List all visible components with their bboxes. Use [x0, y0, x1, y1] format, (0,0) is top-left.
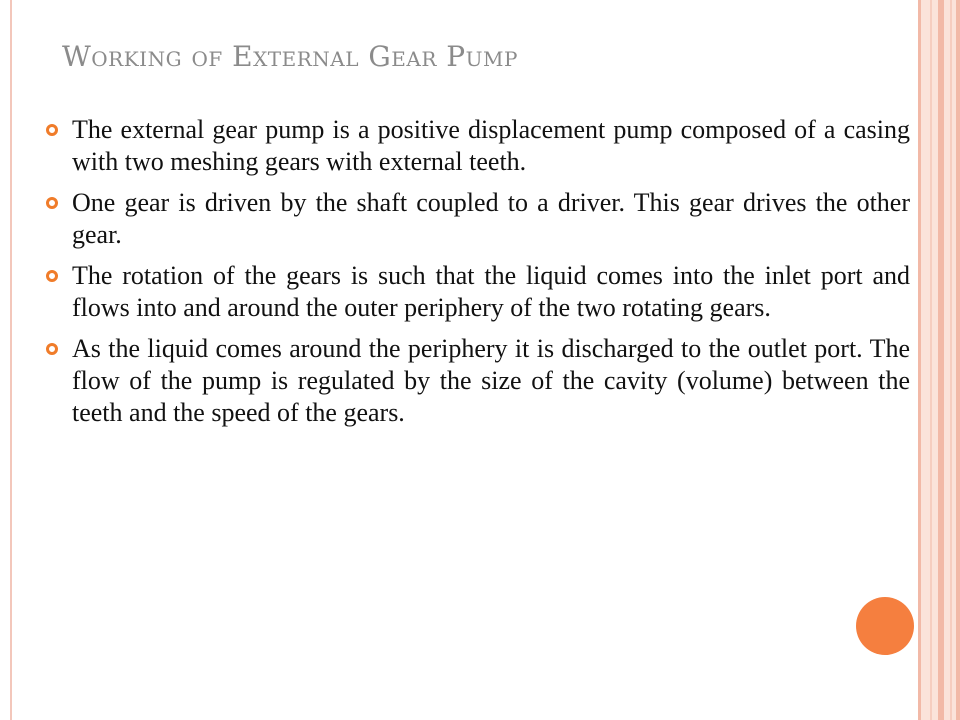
- bullet-list: [42, 114, 910, 438]
- bullet-text: One gear is driven by the shaft coupled to a driver. This gear drives the other gear.: [72, 188, 910, 249]
- ring-bullet-icon: [46, 270, 58, 282]
- bullet-text: The rotation of the gears is such that the liquid comes into the inlet port and flows into and around the outer periphery of the two rotating gears.: [72, 261, 910, 322]
- decorative-stripe: [930, 0, 932, 720]
- bullet-item: [42, 187, 910, 251]
- decorative-stripe: [938, 0, 944, 720]
- ring-bullet-icon: [46, 197, 58, 209]
- bullet-item: [42, 333, 910, 429]
- bullet-item: [42, 260, 910, 324]
- bullet-item: [42, 114, 910, 178]
- slide-title: Working of External Gear Pump: [62, 40, 518, 73]
- accent-circle: [856, 597, 914, 655]
- bullet-text: As the liquid comes around the periphery it is discharged to the outlet port. The flow of the pump is regulated by the size of the cavity (volume) between the teeth and the speed of the gears.: [72, 334, 910, 427]
- bullet-text: The external gear pump is a positive displacement pump composed of a casing with two meshing gears with external teeth.: [72, 115, 910, 176]
- ring-bullet-icon: [46, 343, 58, 355]
- left-border-line: [10, 0, 12, 720]
- decorative-stripe: [950, 0, 952, 720]
- decorative-stripe: [956, 0, 960, 720]
- decorative-stripe: [918, 0, 921, 720]
- ring-bullet-icon: [46, 124, 58, 136]
